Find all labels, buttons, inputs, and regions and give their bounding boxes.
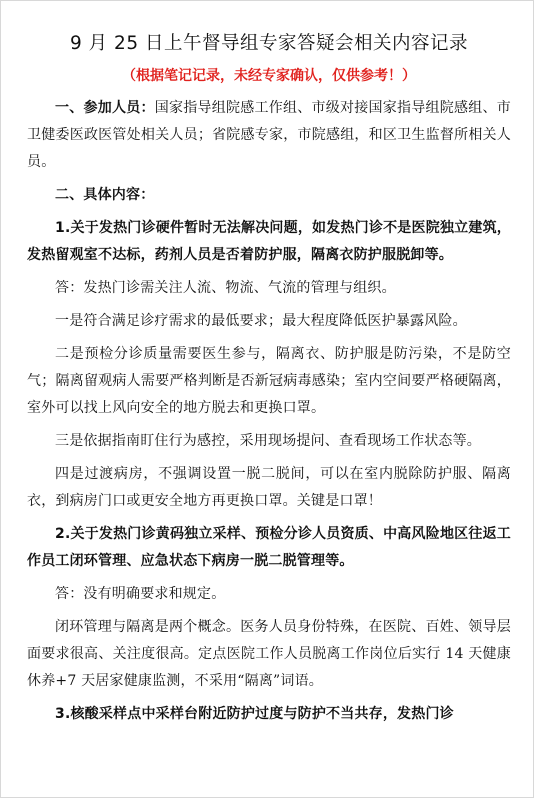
answer-2-intro: 答：没有明确要求和规定。 bbox=[55, 586, 226, 602]
document-title: 9 月 25 日上午督导组专家答疑会相关内容记录 bbox=[70, 33, 468, 54]
content-heading: 二、具体内容： bbox=[55, 187, 155, 203]
answer-1-point-4: 四是过渡病房，不强调设置一脱二脱间，可以在室内脱除防护服、隔离衣，到病房门口或更安全地方再更换口罩。关键是口罩！ bbox=[27, 466, 511, 509]
disclaimer-note: （根据笔记记录，未经专家确认，仅供参考！） bbox=[122, 68, 416, 84]
participants-text: 国家指导组院感工作组、市级对接国家指导组院感组、市卫健委医政医管处相关人员；省院感专家，市院感组，和区卫生监督所相关人员。 bbox=[27, 100, 511, 170]
question-2: 2.关于发热门诊黄码独立采样、预检分诊人员资质、中高风险地区往返工作员工闭环管理、应急状态下病房一脱二脱管理等。 bbox=[27, 526, 511, 569]
answer-1-point-2: 二是预检分诊质量需要医生参与，隔离衣、防护服是防污染，不是防空气；隔离留观病人需要严格判断是否新冠病毒感染；室内空间要严格硬隔离，室外可以找上风向安全的地方脱去和更换口罩。 bbox=[27, 346, 511, 416]
question-3: 3.核酸采样点中采样台附近防护过度与防护不当共存，发热门诊 bbox=[55, 706, 454, 722]
answer-1-point-1: 一是符合满足诊疗需求的最低要求；最大程度降低医护暴露风险。 bbox=[55, 313, 467, 329]
answer-1-intro: 答：发热门诊需关注人流、物流、气流的管理与组织。 bbox=[55, 280, 396, 296]
answer-1-point-3: 三是依据指南盯住行为感控，采用现场提问、查看现场工作状态等。 bbox=[55, 433, 481, 449]
question-1: 1.关于发热门诊硬件暂时无法解决问题，如发热门诊不是医院独立建筑，发热留观室不达标，药剂人员是否着防护服，隔离衣防护服脱卸等。 bbox=[27, 220, 511, 263]
participants-paragraph bbox=[27, 95, 511, 176]
participants-heading: 一、参加人员： bbox=[55, 100, 155, 116]
answer-2-point-1: 闭环管理与隔离是两个概念。医务人员身份特殊，在医院、百姓、领导层面要求很高、关注度很高。定点医院工作人员脱离工作岗位后实行 14 天健康休养+7 天居家健康监测，不采用“隔离”词语。 bbox=[27, 619, 511, 689]
